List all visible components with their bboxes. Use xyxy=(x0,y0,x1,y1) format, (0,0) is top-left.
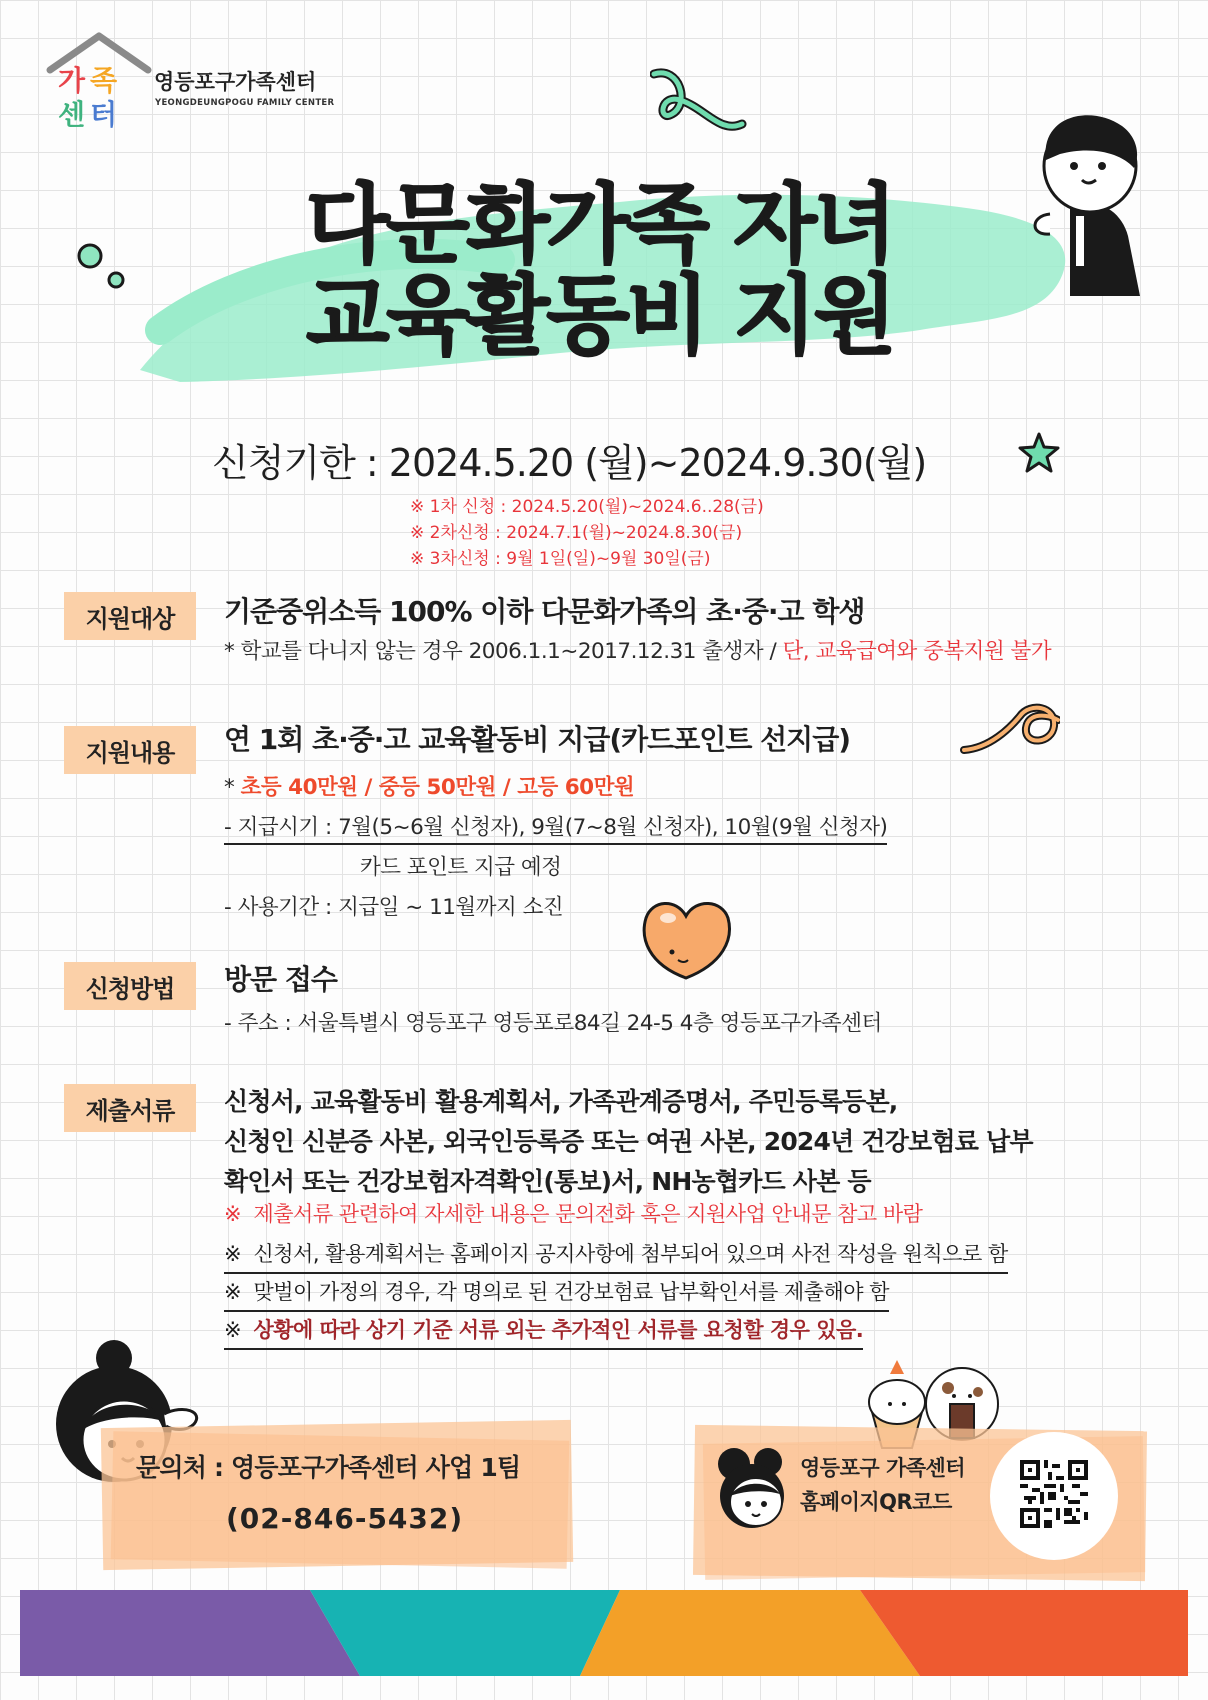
content-amounts xyxy=(224,770,634,801)
docs-note-4 xyxy=(224,1314,863,1350)
house-logo-icon xyxy=(44,30,154,130)
content-main: 연 1회 초·중·고 교육활동비 지급(카드포인트 선지급) xyxy=(224,723,851,756)
poster-title xyxy=(120,175,1080,367)
docs-line-1: 신청서, 교육활동비 활용계획서, 가족관계증명서, 주민등록등본, xyxy=(224,1087,898,1116)
docs-line-3: 확인서 또는 건강보험자격확인(통보)서, NH농협카드 사본 등 xyxy=(224,1167,871,1196)
heart-character-icon xyxy=(638,894,734,984)
docs-note-2 xyxy=(224,1238,1008,1274)
center-name-english: YEONGDEUNGPOGU FAMILY CENTER xyxy=(155,98,335,108)
center-logo xyxy=(44,30,344,130)
center-name: 영등포구가족센터 xyxy=(154,70,317,94)
title-line-2: 교육활동비 지원 xyxy=(306,266,894,367)
application-rounds xyxy=(410,494,764,572)
note-text: 제출서류 관련하여 자세한 내용은 문의전화 혹은 지원사업 안내문 참고 바람 xyxy=(253,1202,923,1226)
note-mark: ※ xyxy=(224,1202,242,1226)
method-address: - 주소 : 서울특별시 영등포구 영등포로84길 24-5 4층 영등포구가족센터 xyxy=(224,1011,882,1036)
note-text: 맞벌이 가정의 경우, 각 명의로 된 건강보험료 납부확인서를 제출해야 함 xyxy=(253,1280,890,1304)
svg-text:족: 족 xyxy=(90,64,118,97)
section-label-docs: 제출서류 xyxy=(64,1084,196,1132)
target-note-text: * 학교를 다니지 않는 경우 2006.1.1~2017.12.31 출생자 / xyxy=(224,639,783,664)
section-label-content: 지원내용 xyxy=(64,726,196,774)
qr-code-image[interactable] xyxy=(1020,1460,1088,1528)
svg-text:터: 터 xyxy=(90,98,118,130)
contact-phone[interactable]: (02-846-5432) xyxy=(226,1502,464,1535)
section-label-target: 지원대상 xyxy=(64,592,196,640)
contact-title: 문의처 : 영등포구가족센터 사업 1팀 xyxy=(136,1453,521,1482)
target-main: 기준중위소득 100% 이하 다문화가족의 초·중·고 학생 xyxy=(224,595,865,628)
note-mark: ※ xyxy=(224,1280,242,1304)
note-text: 상황에 따라 상기 기준 서류 외는 추가적인 서류를 요청할 경우 있음. xyxy=(253,1318,864,1342)
footer-color-band xyxy=(20,1590,1188,1676)
docs-note-1 xyxy=(224,1198,922,1232)
content-pay-time xyxy=(224,810,887,841)
orange-loop-decoration xyxy=(960,698,1060,758)
green-star-icon xyxy=(1016,430,1062,476)
green-swirl-decoration xyxy=(650,64,750,154)
svg-text:센: 센 xyxy=(58,98,86,130)
application-deadline: 신청기한 : 2024.5.20 (월)~2024.9.30(월) xyxy=(212,441,927,485)
docs-line-2: 신청인 신분증 사본, 외국인등록증 또는 여권 사본, 2024년 건강보험료 납부 xyxy=(224,1127,1033,1156)
amounts-prefix: * xyxy=(224,775,241,800)
note-text: 신청서, 활용계획서는 홈페이지 공지사항에 첨부되어 있으며 사전 작성을 원칙으로 함 xyxy=(253,1242,1008,1266)
pay-time-text: - 지급시기 : 7월(5~6월 신청자), 9월(7~8월 신청자), 10월(9월 신청자) xyxy=(224,815,887,845)
target-note-warning: 단, 교육급여와 중복지원 불가 xyxy=(782,639,1052,664)
method-main: 방문 접수 xyxy=(224,963,337,996)
qr-label-line-1: 영등포구 가족센터 xyxy=(800,1456,966,1480)
qr-label-line-2: 홈페이지QR코드 xyxy=(800,1490,952,1514)
section-label-method: 신청방법 xyxy=(64,962,196,1010)
round-2: ※ 2차신청 : 2024.7.1(월)~2024.8.30(금) xyxy=(410,523,743,543)
docs-note-3 xyxy=(224,1276,889,1312)
svg-text:가: 가 xyxy=(58,64,86,97)
note-mark: ※ xyxy=(224,1318,242,1342)
target-note xyxy=(224,634,1051,665)
round-3: ※ 3차신청 : 9월 1일(일)~9월 30일(금) xyxy=(410,549,711,569)
content-pay-note: 카드 포인트 지급 예정 xyxy=(360,855,562,880)
title-line-1: 다문화가족 자녀 xyxy=(306,175,894,275)
kids-faces-icon xyxy=(706,1440,798,1532)
note-mark: ※ xyxy=(224,1242,242,1266)
amounts-text: 초등 40만원 / 중등 50만원 / 고등 60만원 xyxy=(240,775,635,800)
round-1: ※ 1차 신청 : 2024.5.20(월)~2024.6..28(금) xyxy=(410,497,764,517)
content-use-period: - 사용기간 : 지급일 ~ 11월까지 소진 xyxy=(224,895,564,920)
